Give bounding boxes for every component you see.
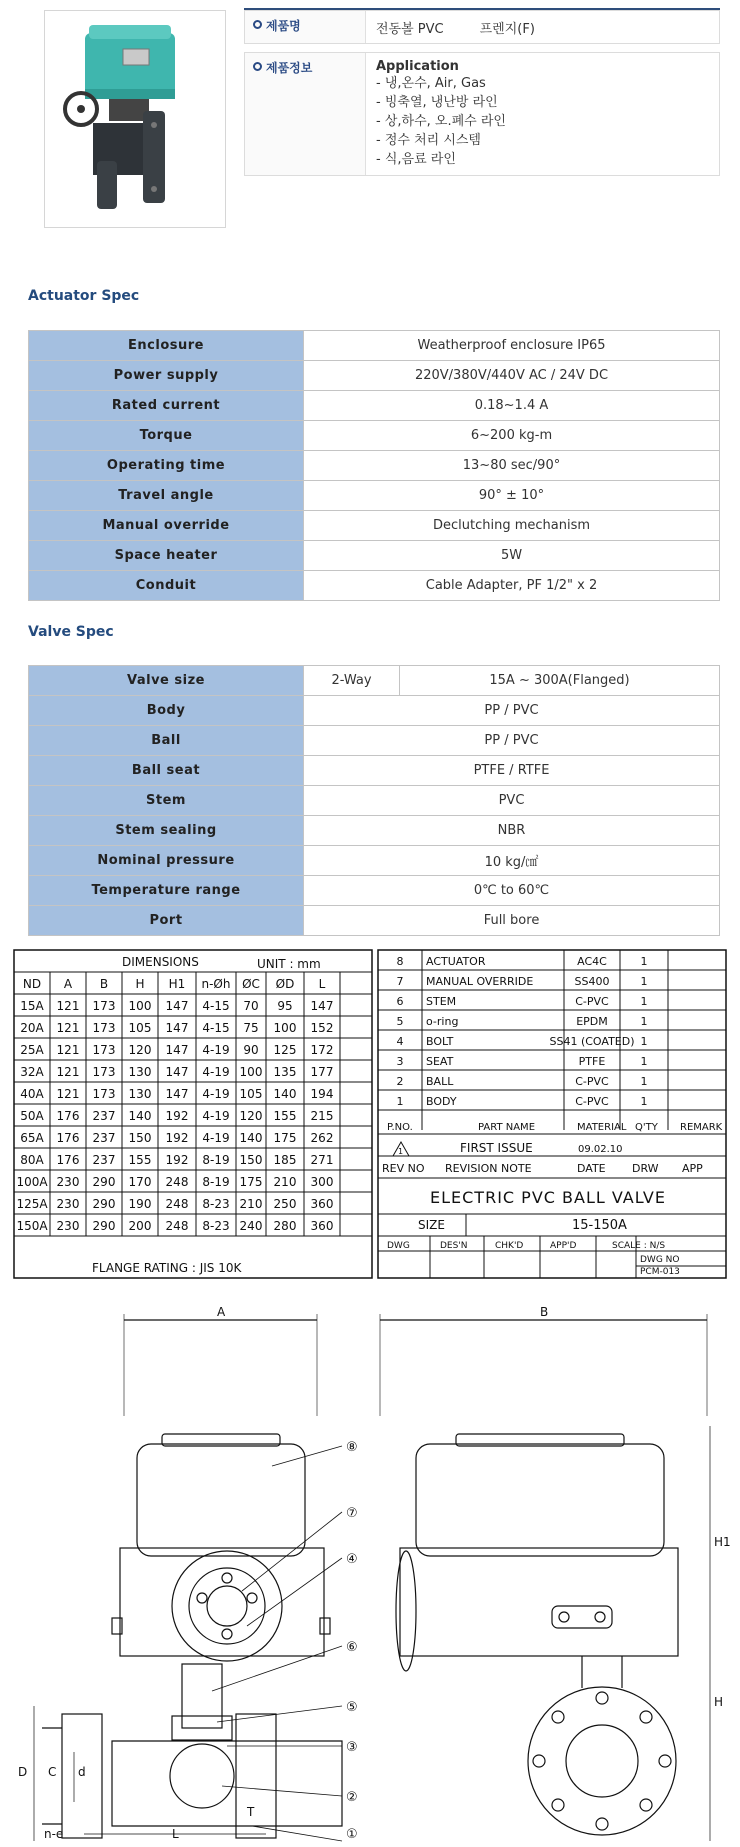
part-name: BOLT [426, 1035, 454, 1048]
dim-label-d-upper: D [18, 1765, 28, 1779]
parts-header: Q'TY [635, 1122, 658, 1133]
spec-value: PTFE / RTFE [304, 756, 720, 786]
dim-cell: 121 [56, 1021, 80, 1035]
spec-value: 220V/380V/440V AC / 24V DC [304, 361, 720, 391]
issue-text: FIRST ISSUE [460, 1141, 533, 1155]
valve-spec-table [28, 665, 720, 936]
spec-label: Torque [29, 421, 304, 451]
part-name: BODY [426, 1095, 457, 1108]
product-name-row [244, 10, 720, 44]
part-qty: 1 [640, 1055, 648, 1068]
dwg-no-label: DWG NO [640, 1255, 680, 1265]
dim-cell: 230 [56, 1175, 80, 1189]
part-qty: 1 [640, 975, 648, 988]
product-photo [44, 10, 226, 228]
spec-value: 6~200 kg-m [304, 421, 720, 451]
dim-cell: 4-15 [202, 1021, 230, 1035]
dim-cell: 40A [20, 1087, 44, 1101]
spec-row [29, 511, 720, 541]
dim-label-ne: n-e [44, 1827, 64, 1841]
product-info-value [366, 53, 506, 175]
part-material: C-PVC [575, 1075, 609, 1088]
dim-cell: 147 [165, 1087, 189, 1101]
spec-label: Travel angle [29, 481, 304, 511]
callout-6: ⑥ [346, 1640, 358, 1655]
callout-4: ④ [346, 1552, 358, 1567]
dim-unit: UNIT : mm [257, 957, 321, 971]
dim-cell: 173 [92, 999, 116, 1013]
part-qty: 1 [640, 1095, 648, 1108]
dim-cell: 192 [165, 1153, 189, 1167]
part-no: 4 [396, 1035, 404, 1048]
dim-cell: 50A [20, 1109, 44, 1123]
dim-cell: 215 [310, 1109, 334, 1123]
part-no: 5 [396, 1015, 404, 1028]
dim-cell: 65A [20, 1131, 44, 1145]
dim-cell: 4-19 [202, 1043, 230, 1057]
dim-cell: 237 [92, 1109, 116, 1123]
spec-label: Nominal pressure [29, 846, 304, 876]
sign-header: SCALE : N/S [612, 1241, 666, 1251]
dim-cell: 80A [20, 1153, 44, 1167]
dim-cell: 8-23 [202, 1197, 230, 1211]
dim-cell: 300 [310, 1175, 334, 1189]
dwg-no-value: PCM-013 [640, 1267, 680, 1277]
dim-cell: 8-19 [202, 1175, 230, 1189]
spec-row [29, 541, 720, 571]
part-name: SEAT [426, 1055, 454, 1068]
part-material: SS400 [574, 975, 610, 988]
dim-cell: 250 [273, 1197, 297, 1211]
dim-label-d-lower: d [78, 1765, 86, 1779]
dim-cell: 147 [165, 999, 189, 1013]
part-qty: 1 [640, 995, 648, 1008]
dim-cell: 147 [165, 1043, 189, 1057]
dim-cell: 176 [56, 1109, 80, 1123]
parts-header: REMARK [680, 1122, 723, 1133]
product-name-label-text: 제품명 [266, 19, 301, 33]
dim-header: B [99, 977, 109, 991]
dim-cell: 177 [310, 1065, 334, 1079]
spec-value: PVC [304, 786, 720, 816]
spec-value: Declutching mechanism [304, 511, 720, 541]
dim-cell: 248 [165, 1197, 189, 1211]
spec-value: 10 kg/㎠ [304, 846, 720, 876]
application-item: - 빙축열, 냉난방 라인 [376, 95, 498, 110]
callout-2: ② [346, 1790, 358, 1805]
spec-row [29, 361, 720, 391]
spec-row [29, 571, 720, 601]
part-qty: 1 [640, 955, 648, 968]
spec-value: 13~80 sec/90° [304, 451, 720, 481]
spec-value: 90° ± 10° [304, 481, 720, 511]
spec-label: Ball [29, 726, 304, 756]
spec-row [29, 481, 720, 511]
part-name: BALL [426, 1075, 454, 1088]
rev-header: APP [682, 1162, 703, 1175]
part-no: 6 [396, 995, 404, 1008]
dim-cell: 121 [56, 1087, 80, 1101]
dim-cell: 90 [243, 1043, 259, 1057]
part-material: C-PVC [575, 995, 609, 1008]
spec-row [29, 696, 720, 726]
spec-label: Power supply [29, 361, 304, 391]
spec-row [29, 786, 720, 816]
spec-value: Cable Adapter, PF 1/2" x 2 [304, 571, 720, 601]
valve-size-value: 15A ~ 300A(Flanged) [400, 666, 720, 696]
issue-date: 09.02.10 [578, 1144, 623, 1155]
sign-header: DES'N [440, 1241, 468, 1251]
dim-label-c: C [48, 1765, 57, 1779]
dim-cell: 280 [273, 1219, 297, 1233]
spec-row [29, 876, 720, 906]
dim-cell: 100 [273, 1021, 297, 1035]
dim-header: n-Øh [201, 977, 231, 991]
dim-cell: 237 [92, 1131, 116, 1145]
dim-cell: 4-19 [202, 1065, 230, 1079]
dim-cell: 176 [56, 1131, 80, 1145]
application-item: - 상,하수, 오.폐수 라인 [376, 114, 506, 129]
spec-value: 5W [304, 541, 720, 571]
dim-cell: 95 [277, 999, 293, 1013]
dim-cell: 173 [92, 1065, 116, 1079]
spec-row [29, 391, 720, 421]
application-item: - 식,음료 라인 [376, 152, 456, 167]
dim-cell: 20A [20, 1021, 44, 1035]
dim-cell: 194 [310, 1087, 334, 1101]
dim-cell: 100 [239, 1065, 263, 1079]
part-name: MANUAL OVERRIDE [426, 975, 534, 988]
dim-cell: 121 [56, 1065, 80, 1079]
part-qty: 1 [640, 1015, 648, 1028]
part-no: 3 [396, 1055, 404, 1068]
dim-cell: 4-15 [202, 999, 230, 1013]
size-value: 15-150A [572, 1218, 627, 1233]
parts-header: PART NAME [478, 1122, 536, 1133]
spec-label: Operating time [29, 451, 304, 481]
dim-label-a: A [217, 1305, 226, 1319]
spec-row [29, 756, 720, 786]
dim-cell: 135 [273, 1065, 297, 1079]
technical-drawing [12, 946, 731, 1842]
rev-header: DRW [632, 1162, 659, 1175]
dim-header: H1 [168, 977, 186, 991]
svg-text:1: 1 [398, 1147, 404, 1156]
spec-label: Body [29, 696, 304, 726]
dim-cell: 173 [92, 1087, 116, 1101]
dim-cell: 125A [16, 1197, 48, 1211]
dim-cell: 360 [310, 1219, 334, 1233]
application-list [376, 74, 506, 169]
spec-row [29, 331, 720, 361]
dim-cell: 155 [273, 1109, 297, 1123]
part-material: EPDM [576, 1015, 608, 1028]
spec-row [29, 906, 720, 936]
dim-cell: 125 [273, 1043, 297, 1057]
dim-cell: 120 [239, 1109, 263, 1123]
dim-cell: 152 [310, 1021, 334, 1035]
part-qty: 1 [640, 1075, 648, 1088]
dim-cell: 130 [128, 1065, 152, 1079]
product-info-label-text: 제품정보 [266, 61, 313, 75]
spec-row [29, 726, 720, 756]
part-qty: 1 [640, 1035, 648, 1048]
dim-header: ØD [275, 977, 295, 991]
valve-spec-title: Valve Spec [28, 624, 114, 640]
callout-labels [346, 1440, 358, 1842]
dim-cell: 237 [92, 1153, 116, 1167]
dim-cell: 200 [128, 1219, 152, 1233]
dim-cell: 121 [56, 999, 80, 1013]
dim-cell: 210 [273, 1175, 297, 1189]
dim-cell: 70 [243, 999, 259, 1013]
spec-row [29, 666, 720, 696]
dim-cell: 155 [128, 1153, 152, 1167]
part-no: 8 [396, 955, 404, 968]
product-name-text: 전동볼 PVC [376, 21, 444, 37]
spec-label: Conduit [29, 571, 304, 601]
parts-header: MATERIAL [577, 1122, 627, 1133]
dim-cell: 290 [92, 1197, 116, 1211]
actuator-spec-title: Actuator Spec [28, 288, 140, 304]
dim-cell: 175 [273, 1131, 297, 1145]
dim-cell: 248 [165, 1219, 189, 1233]
spec-label: Ball seat [29, 756, 304, 786]
valve-actuator-image [45, 11, 225, 227]
dim-cell: 262 [310, 1131, 334, 1145]
dim-cell: 4-19 [202, 1109, 230, 1123]
parts-header: P.NO. [387, 1122, 413, 1133]
part-no: 1 [396, 1095, 404, 1108]
dim-cell: 150A [16, 1219, 48, 1233]
sign-header: CHK'D [495, 1241, 524, 1251]
dim-cell: 210 [239, 1197, 263, 1211]
spec-value: Weatherproof enclosure IP65 [304, 331, 720, 361]
application-item: - 냉,온수, Air, Gas [376, 76, 486, 91]
spec-value: PP / PVC [304, 726, 720, 756]
product-info-row [244, 52, 720, 176]
dim-label-t: T [247, 1805, 255, 1819]
dim-cell: 230 [56, 1197, 80, 1211]
product-name-value [366, 11, 535, 43]
dim-cell: 175 [239, 1175, 263, 1189]
bullet-icon [253, 62, 262, 71]
dim-header: ØC [242, 977, 260, 991]
dim-cell: 185 [273, 1153, 297, 1167]
spec-value: PP / PVC [304, 696, 720, 726]
actuator-spec-table [28, 330, 720, 601]
dim-cell: 121 [56, 1043, 80, 1057]
dim-title: DIMENSIONS [122, 955, 199, 969]
dim-header: ND [22, 977, 42, 991]
dim-cell: 140 [273, 1087, 297, 1101]
sign-header: DWG [387, 1241, 410, 1251]
dim-cell: 190 [128, 1197, 152, 1211]
spec-value: 0.18~1.4 A [304, 391, 720, 421]
bullet-icon [253, 20, 262, 29]
dim-cell: 150 [128, 1131, 152, 1145]
dim-cell: 75 [243, 1021, 259, 1035]
dim-cell: 100A [16, 1175, 48, 1189]
part-material: C-PVC [575, 1095, 609, 1108]
spec-label: Port [29, 906, 304, 936]
callout-8: ⑧ [346, 1440, 358, 1455]
spec-label: Manual override [29, 511, 304, 541]
dim-cell: 8-23 [202, 1219, 230, 1233]
sign-header: APP'D [550, 1241, 577, 1251]
spec-row [29, 451, 720, 481]
product-info-box [244, 8, 720, 176]
part-material: PTFE [578, 1055, 606, 1068]
part-material: AC4C [577, 955, 607, 968]
callout-1: ① [346, 1827, 358, 1842]
dim-cell: 290 [92, 1175, 116, 1189]
spec-value: NBR [304, 816, 720, 846]
dim-cell: 130 [128, 1087, 152, 1101]
dim-header: A [63, 977, 73, 991]
dim-cell: 32A [20, 1065, 44, 1079]
spec-value: 0℃ to 60℃ [304, 876, 720, 906]
part-name: ACTUATOR [426, 955, 486, 968]
dim-cell: 4-19 [202, 1131, 230, 1145]
rev-header: REVISION NOTE [445, 1162, 532, 1175]
dim-label-h: H [714, 1695, 724, 1709]
spec-label: Stem sealing [29, 816, 304, 846]
dim-label-h1: H1 [714, 1535, 731, 1549]
dim-cell: 105 [239, 1087, 263, 1101]
rev-header: REV NO [382, 1162, 425, 1175]
dim-cell: 147 [310, 999, 334, 1013]
dim-cell: 360 [310, 1197, 334, 1211]
size-label: SIZE [418, 1218, 445, 1232]
dim-cell: 248 [165, 1175, 189, 1189]
dim-cell: 192 [165, 1131, 189, 1145]
dim-cell: 140 [128, 1109, 152, 1123]
dim-cell: 290 [92, 1219, 116, 1233]
revision-triangle-icon [393, 1142, 409, 1156]
drawing-title: ELECTRIC PVC BALL VALVE [430, 1188, 666, 1207]
dimension-labels [18, 1305, 731, 1841]
callout-3: ③ [346, 1740, 358, 1755]
dim-cell: 15A [20, 999, 44, 1013]
dim-cell: 140 [239, 1131, 263, 1145]
dim-cell: 150 [239, 1153, 263, 1167]
dim-header: L [318, 977, 326, 991]
dim-cell: 170 [128, 1175, 152, 1189]
dim-cell: 147 [165, 1065, 189, 1079]
part-name: o-ring [426, 1015, 459, 1028]
spec-value: Full bore [304, 906, 720, 936]
side-view [380, 1314, 710, 1841]
dim-cell: 120 [128, 1043, 152, 1057]
dim-cell: 230 [56, 1219, 80, 1233]
part-name: STEM [426, 995, 457, 1008]
spec-row [29, 816, 720, 846]
part-material: SS41 (COATED) [549, 1035, 635, 1048]
rev-header: DATE [577, 1162, 606, 1175]
product-name-label [245, 11, 366, 43]
application-title: Application [376, 59, 459, 74]
dim-cell: 105 [128, 1021, 152, 1035]
spec-row [29, 421, 720, 451]
dim-cell: 8-19 [202, 1153, 230, 1167]
product-info-label [245, 53, 366, 175]
spec-label: Temperature range [29, 876, 304, 906]
spec-row [29, 846, 720, 876]
dim-cell: 176 [56, 1153, 80, 1167]
dim-footer: FLANGE RATING : JIS 10K [92, 1261, 242, 1275]
dim-cell: 147 [165, 1021, 189, 1035]
callout-5: ⑤ [346, 1700, 358, 1715]
dim-cell: 173 [92, 1043, 116, 1057]
dim-cell: 25A [20, 1043, 44, 1057]
dim-cell: 172 [310, 1043, 334, 1057]
dim-header: H [135, 977, 145, 991]
product-type-text: 프렌지(F) [479, 21, 535, 37]
dim-cell: 100 [128, 999, 152, 1013]
spec-label: Valve size [29, 666, 304, 696]
dim-cell: 271 [310, 1153, 334, 1167]
spec-label: Stem [29, 786, 304, 816]
callout-7: ⑦ [346, 1506, 358, 1521]
valve-size-way: 2-Way [304, 666, 400, 696]
dim-cell: 4-19 [202, 1087, 230, 1101]
dim-cell: 240 [239, 1219, 263, 1233]
part-no: 2 [396, 1075, 404, 1088]
part-no: 7 [396, 975, 404, 988]
spec-label: Space heater [29, 541, 304, 571]
spec-label: Enclosure [29, 331, 304, 361]
dim-cell: 173 [92, 1021, 116, 1035]
front-view [34, 1314, 342, 1841]
dim-label-b: B [540, 1305, 549, 1319]
dim-cell: 192 [165, 1109, 189, 1123]
spec-label: Rated current [29, 391, 304, 421]
application-item: - 정수 처리 시스템 [376, 133, 481, 148]
dim-label-l: L [172, 1827, 179, 1841]
